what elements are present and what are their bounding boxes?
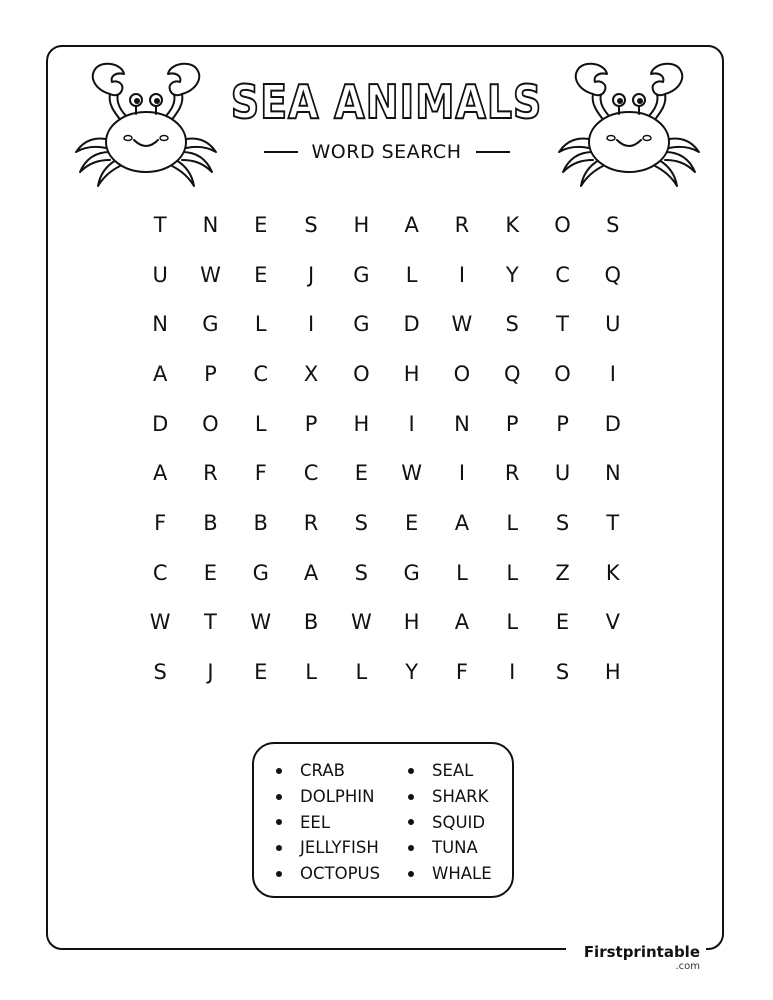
word-list-item [276, 784, 380, 810]
subtitle-row [250, 138, 523, 166]
grid-letter: W [250, 610, 272, 635]
word-list-box [252, 742, 514, 898]
grid-letter: I [408, 411, 415, 436]
grid-letter: E [254, 262, 268, 287]
grid-letter: S [354, 560, 368, 585]
grid-letter: N [454, 411, 470, 436]
word-list-label: SEAL [432, 761, 474, 780]
grid-letter: L [305, 660, 317, 685]
word-list-column-2 [408, 758, 492, 887]
grid-letter: L [355, 660, 368, 685]
brand-tld: .com [675, 961, 700, 972]
grid-letter: P [505, 411, 519, 436]
grid-letter: A [454, 510, 470, 535]
grid-letter: L [506, 610, 519, 635]
grid-letter: A [404, 212, 419, 237]
grid-letter: T [606, 510, 620, 535]
grid-letter: B [303, 610, 319, 635]
grid-letter: U [554, 461, 571, 486]
grid-letter: T [556, 312, 569, 337]
grid-letter: T [204, 610, 217, 635]
grid-letter: H [353, 411, 370, 436]
bullet-icon [408, 794, 414, 800]
word-list-label: JELLYFISH [300, 838, 379, 858]
grid-letter: N [202, 212, 219, 237]
word-list-item [408, 861, 492, 887]
grid-letter: F [254, 461, 267, 486]
grid-letter: R [504, 461, 520, 486]
bullet-icon [408, 819, 414, 825]
word-list-item [408, 758, 492, 784]
word-list-item [276, 861, 380, 887]
grid-letter: C [303, 461, 319, 486]
grid-letter: D [604, 411, 621, 436]
grid-letter: D [403, 312, 420, 337]
grid-letter: G [353, 262, 370, 287]
crab-icon [70, 60, 222, 190]
grid-letter: W [350, 610, 372, 635]
grid-letter: Q [604, 262, 622, 287]
grid-letter: H [353, 212, 370, 237]
grid-letter: C [253, 361, 269, 386]
brand-name: Firstprintable [583, 943, 700, 961]
word-list-label: EEL [300, 812, 331, 832]
bullet-icon [276, 819, 282, 825]
bullet-icon [276, 845, 282, 851]
page-title: SEA ANIMALS [230, 75, 543, 129]
grid-letter: E [555, 610, 570, 635]
grid-letter: P [556, 411, 569, 436]
grid-letter: C [152, 560, 168, 585]
grid-letter: N [604, 461, 621, 486]
grid-letter: Q [503, 361, 521, 386]
grid-letter: S [555, 510, 570, 535]
word-list-label: WHALE [432, 864, 492, 884]
word-list-label: OCTOPUS [300, 864, 381, 884]
grid-letter: S [153, 660, 167, 685]
grid-letter: E [404, 510, 419, 535]
grid-letter: A [454, 610, 470, 635]
bullet-icon [276, 768, 282, 774]
grid-letter: W [451, 312, 473, 337]
grid-letter: J [207, 660, 214, 685]
grid-letter: W [401, 461, 423, 486]
bullet-icon [408, 845, 414, 851]
grid-letter: C [555, 262, 570, 287]
grid-letter: R [454, 212, 470, 237]
grid-letter: U [605, 312, 621, 337]
grid-letter: E [203, 560, 218, 585]
grid-letter: V [605, 610, 620, 635]
word-list-label: CRAB [300, 761, 345, 780]
grid-letter: R [303, 510, 319, 535]
word-list-item [408, 810, 492, 836]
bullet-icon [408, 768, 414, 774]
bullet-icon [276, 871, 282, 877]
grid-letter: O [202, 411, 219, 436]
grid-letter: R [203, 461, 218, 486]
grid-letter: L [254, 312, 267, 337]
grid-letter: Y [505, 262, 519, 287]
grid-letter: S [606, 212, 620, 237]
grid-letter: S [354, 510, 368, 535]
grid-letter: H [604, 660, 621, 685]
grid-letter: S [555, 660, 570, 685]
grid-letter: A [303, 560, 319, 585]
grid-letter: S [505, 312, 519, 337]
grid-letter: X [303, 361, 319, 386]
grid-letter: G [252, 560, 269, 585]
grid-letter: T [153, 212, 167, 237]
grid-letter: A [152, 361, 168, 386]
word-list-label: TUNA [432, 838, 478, 858]
grid-letter: P [304, 411, 318, 436]
word-list-item [276, 758, 380, 784]
grid-letter: H [403, 610, 420, 635]
letter-grid [135, 200, 638, 697]
word-list-item [408, 784, 492, 810]
grid-letter: H [403, 361, 420, 386]
grid-letter: F [154, 510, 167, 535]
grid-letter: O [353, 361, 370, 386]
grid-letter: I [509, 660, 516, 685]
grid-letter: L [506, 510, 519, 535]
grid-letter: W [200, 262, 221, 287]
grid-letter: E [354, 461, 368, 486]
grid-letter: E [254, 212, 268, 237]
grid-letter: O [453, 361, 471, 386]
grid-letter: I [307, 312, 315, 337]
word-list-item [276, 810, 380, 836]
subtitle-rule-right [476, 151, 510, 153]
grid-letter: L [405, 262, 418, 287]
grid-letter: G [353, 312, 370, 337]
grid-letter: N [152, 312, 168, 337]
word-list-item [276, 835, 380, 861]
grid-letter: G [202, 312, 219, 337]
brand-logo [566, 942, 706, 976]
grid-letter: I [609, 361, 616, 386]
grid-letter: Y [405, 660, 419, 685]
word-list-item [408, 835, 492, 861]
grid-letter: A [152, 461, 168, 486]
subtitle-rule-left [264, 151, 298, 153]
crab-icon [553, 60, 705, 190]
word-list-label: SQUID [432, 812, 486, 832]
grid-letter: P [204, 361, 217, 386]
grid-letter: L [506, 560, 519, 585]
grid-letter: O [554, 361, 571, 386]
grid-letter: B [253, 510, 268, 535]
grid-letter: D [152, 411, 169, 436]
word-list-label: SHARK [432, 786, 489, 806]
bullet-icon [276, 794, 282, 800]
grid-letter: K [505, 212, 520, 237]
grid-letter: F [455, 660, 468, 685]
grid-letter: E [254, 660, 268, 685]
word-list-column-1 [276, 758, 380, 887]
grid-letter: O [554, 212, 571, 237]
word-list-label: DOLPHIN [300, 786, 375, 806]
grid-letter: B [203, 510, 218, 535]
grid-letter: K [605, 560, 620, 585]
grid-letter: I [458, 461, 466, 486]
grid-letter: G [403, 560, 420, 585]
grid-letter: L [254, 411, 267, 436]
grid-letter: I [458, 262, 466, 287]
bullet-icon [408, 871, 414, 877]
grid-letter: U [152, 262, 168, 287]
grid-letter: W [149, 610, 171, 635]
grid-letter: J [307, 262, 315, 287]
grid-letter: Z [555, 560, 570, 585]
page-subtitle: WORD SEARCH [311, 141, 462, 163]
grid-letter: L [456, 560, 468, 585]
grid-letter: S [304, 212, 318, 237]
